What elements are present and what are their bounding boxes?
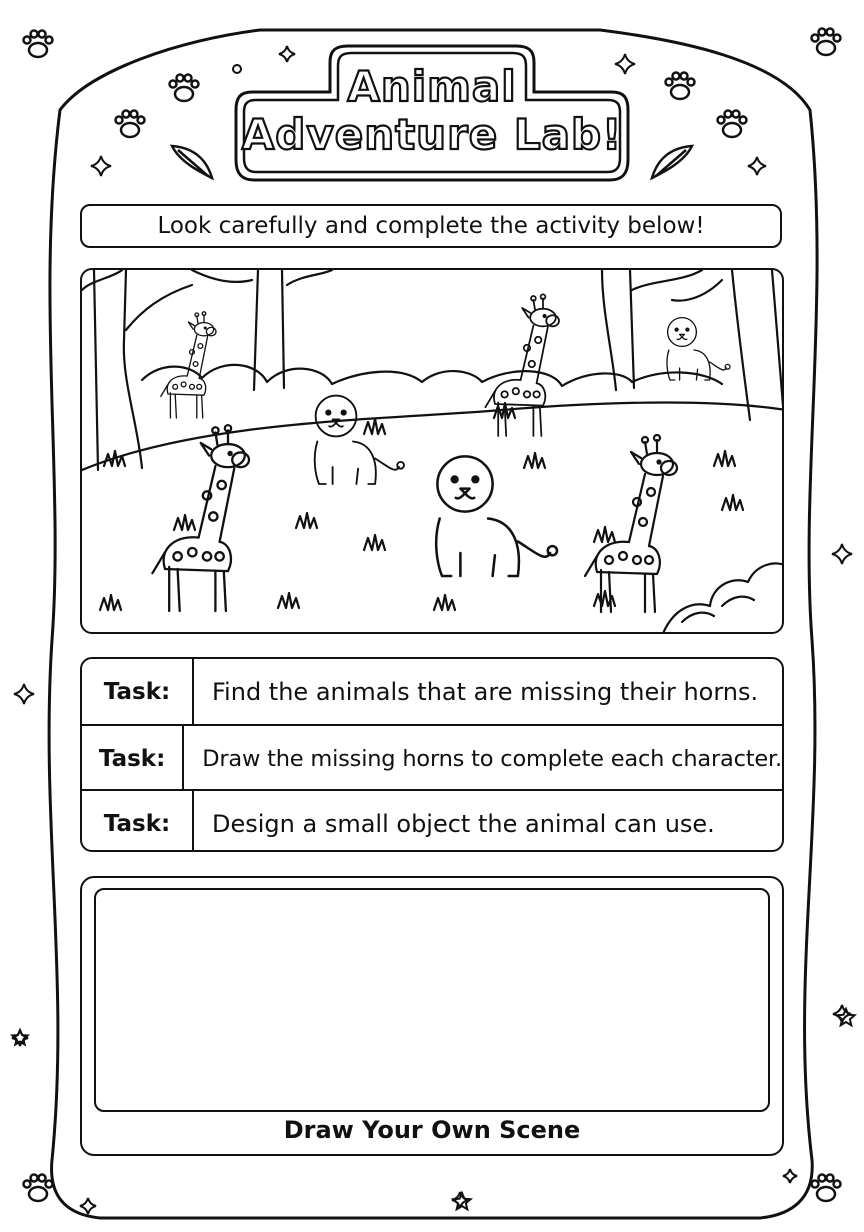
paw-print-icon	[24, 1175, 53, 1202]
bush	[662, 563, 784, 634]
lion	[667, 318, 730, 380]
giraffe	[585, 435, 677, 612]
star-icon	[453, 1193, 470, 1209]
grass-tuft	[296, 513, 317, 528]
paw-print-icon	[666, 73, 695, 100]
paw-print-icon	[812, 1175, 841, 1202]
star-icon	[12, 1030, 27, 1045]
drawing-canvas-area[interactable]	[94, 888, 770, 1112]
drawing-panel	[80, 876, 784, 1156]
leaf-icon	[172, 146, 212, 178]
task-row	[82, 724, 782, 791]
grass-tuft	[174, 515, 195, 530]
paw-print-icon	[812, 29, 841, 56]
grass-tuft	[100, 595, 121, 610]
instruction-text: Look carefully and complete the activity below!	[157, 213, 705, 239]
tree	[82, 270, 192, 470]
sparkle-star-icon	[748, 157, 766, 175]
grass-tuft	[364, 535, 385, 550]
title-line-2: Adventure Lab!	[241, 110, 623, 159]
task-label: Task:	[82, 791, 194, 852]
task-label: Task:	[82, 659, 194, 724]
task-text: Design a small object the animal can use.	[212, 809, 715, 838]
drawing-caption: Draw Your Own Scene	[283, 1116, 581, 1144]
task-label: Task:	[82, 726, 184, 791]
instruction-bar	[80, 204, 782, 248]
grass-tuft	[434, 595, 455, 610]
giraffe	[152, 425, 249, 611]
giraffe	[161, 312, 216, 418]
grass-tuft	[524, 453, 545, 468]
grass-tuft	[714, 451, 735, 466]
title-badge	[232, 40, 632, 186]
task-row	[82, 659, 782, 724]
giraffe	[485, 294, 559, 436]
sparkle-star-icon	[783, 1169, 797, 1183]
grass-tuft	[278, 593, 299, 608]
sparkle-star-icon	[80, 1198, 96, 1214]
lion	[436, 456, 557, 576]
paw-print-icon	[24, 31, 53, 58]
sparkle-star-icon	[91, 156, 111, 176]
lion	[315, 396, 404, 484]
task-text: Draw the missing horns to complete each character.	[202, 745, 782, 772]
leaf-icon	[652, 146, 692, 178]
task-row	[82, 789, 782, 852]
sparkle-star-icon	[14, 684, 34, 704]
paw-print-icon	[718, 111, 747, 138]
paw-print-icon	[170, 75, 199, 102]
background-bushes	[142, 365, 722, 386]
grass-tuft	[594, 527, 615, 542]
task-table	[80, 657, 784, 852]
title-line-1: Animal	[347, 62, 517, 111]
grass-tuft	[104, 451, 125, 466]
paw-print-icon	[116, 111, 145, 138]
task-text: Find the animals that are missing their horns.	[212, 677, 759, 706]
grass-tuft	[722, 495, 743, 510]
grass-tuft	[364, 419, 385, 434]
grass-tuft	[594, 591, 615, 606]
animal-scene	[80, 268, 784, 634]
sparkle-star-icon	[832, 544, 852, 564]
